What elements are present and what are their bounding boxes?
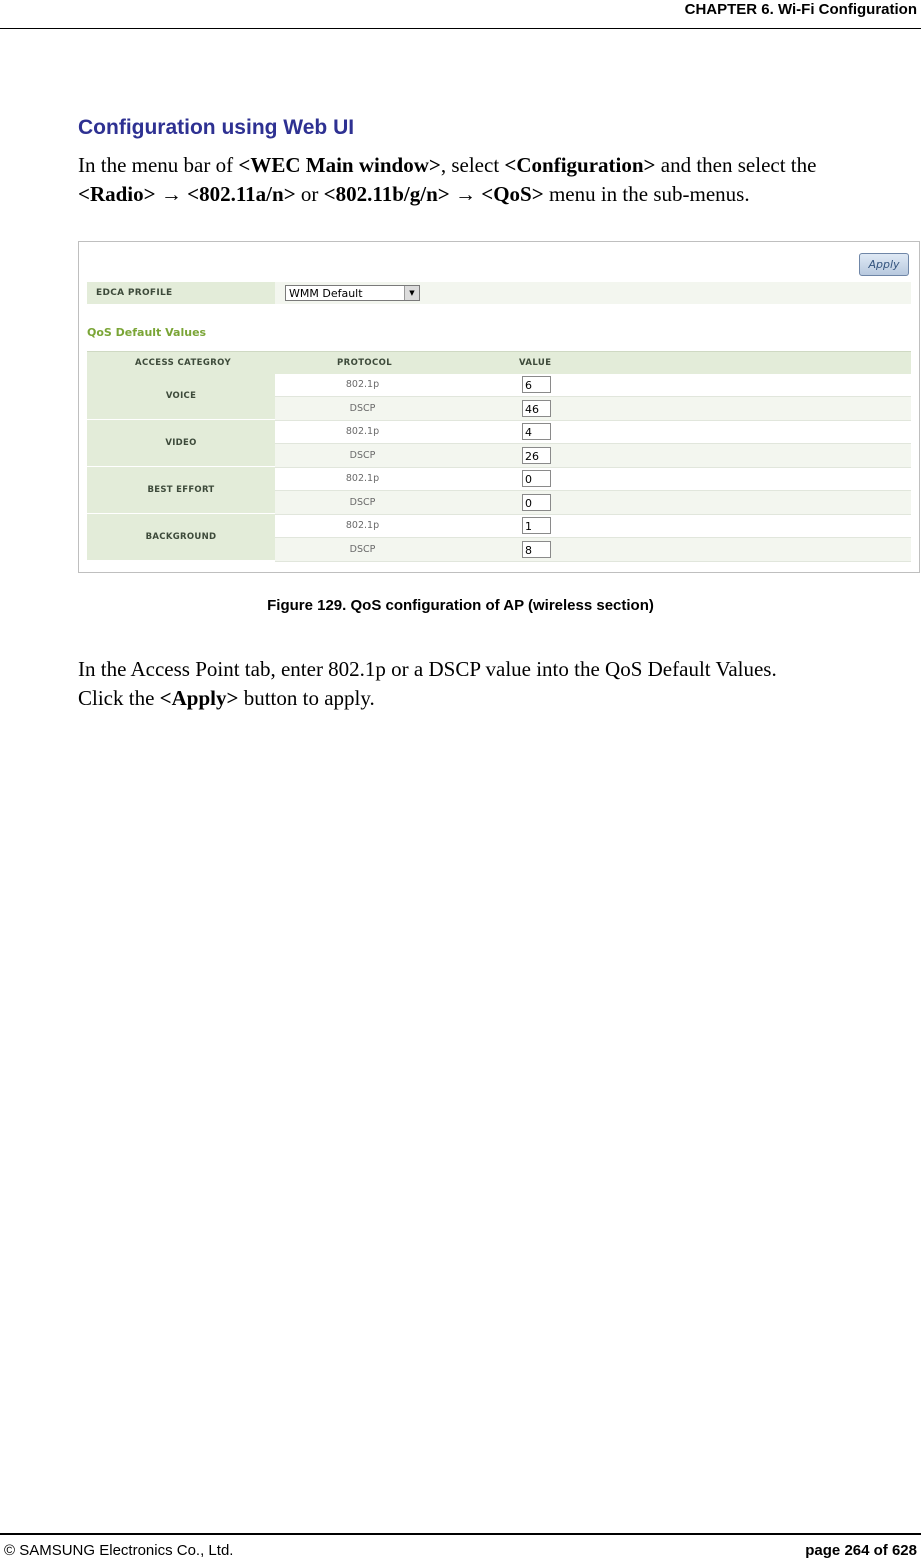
arrow-icon: → bbox=[449, 182, 482, 206]
qos-config-screenshot bbox=[78, 241, 920, 573]
background-8021p-input[interactable]: 1 bbox=[522, 517, 551, 534]
table-row bbox=[275, 373, 911, 397]
intro-paragraph bbox=[78, 151, 908, 209]
video-8021p-input[interactable]: 4 bbox=[522, 423, 551, 440]
instruction-text: button to apply. bbox=[238, 686, 375, 710]
background-dscp-input[interactable]: 8 bbox=[522, 541, 551, 558]
voice-dscp-input[interactable]: 46 bbox=[522, 400, 551, 417]
protocol-label: 802.1p bbox=[345, 473, 380, 484]
best-effort-8021p-input[interactable]: 0 bbox=[522, 470, 551, 487]
wec-main-window-ref: <WEC Main window> bbox=[238, 153, 441, 177]
intro-text: menu in the sub-menus. bbox=[543, 182, 750, 206]
qos-default-values-title: QoS Default Values bbox=[87, 326, 207, 339]
chevron-down-icon[interactable]: ▼ bbox=[404, 286, 419, 300]
apply-ref: <Apply> bbox=[159, 686, 239, 710]
instruction-line: In the Access Point tab, enter 802.1p or a DSCP value into the QoS Default Values. bbox=[78, 657, 777, 681]
table-row bbox=[275, 420, 911, 444]
configuration-ref: <Configuration> bbox=[504, 153, 656, 177]
radio-ref: <Radio> bbox=[78, 182, 156, 206]
apply-button[interactable]: Apply bbox=[859, 253, 909, 276]
category-background: BACKGROUND bbox=[87, 514, 275, 561]
page-footer bbox=[0, 1533, 921, 1559]
table-row bbox=[275, 467, 911, 491]
edca-profile-value: WMM Default bbox=[289, 287, 363, 300]
instruction-text: Click the bbox=[78, 686, 160, 710]
category-voice: VOICE bbox=[87, 373, 275, 420]
protocol-label: 802.1p bbox=[345, 426, 380, 437]
copyright: © SAMSUNG Electronics Co., Ltd. bbox=[4, 1542, 234, 1559]
chapter-title: CHAPTER 6. Wi-Fi Configuration bbox=[684, 1, 917, 18]
intro-text: and then select the bbox=[655, 153, 817, 177]
instruction-line bbox=[78, 684, 908, 713]
category-video: VIDEO bbox=[87, 420, 275, 467]
protocol-label: DSCP bbox=[349, 403, 376, 414]
80211bgn-ref: <802.11b/g/n> bbox=[323, 182, 450, 206]
header-value: VALUE bbox=[519, 358, 552, 368]
intro-text: In the menu bar of bbox=[78, 153, 239, 177]
protocol-label: 802.1p bbox=[345, 379, 380, 390]
best-effort-dscp-input[interactable]: 0 bbox=[522, 494, 551, 511]
intro-text: or bbox=[295, 182, 324, 206]
figure-caption: Figure 129. QoS configuration of AP (wireless section) bbox=[267, 597, 654, 614]
section-title: Configuration using Web UI bbox=[78, 116, 355, 139]
table-row bbox=[275, 444, 911, 468]
table-row bbox=[275, 397, 911, 421]
qos-ref: <QoS> bbox=[481, 182, 544, 206]
intro-text: , select bbox=[440, 153, 505, 177]
edca-profile-select[interactable] bbox=[285, 285, 420, 301]
header-access-category: ACCESS CATEGROY bbox=[135, 358, 232, 368]
80211an-ref: <802.11a/n> bbox=[187, 182, 296, 206]
category-best-effort: BEST EFFORT bbox=[87, 467, 275, 514]
voice-8021p-input[interactable]: 6 bbox=[522, 376, 551, 393]
video-dscp-input[interactable]: 26 bbox=[522, 447, 551, 464]
arrow-icon: → bbox=[155, 182, 188, 206]
page-header bbox=[0, 0, 921, 29]
page-number: page 264 of 628 bbox=[805, 1542, 917, 1559]
table-row bbox=[275, 538, 911, 562]
protocol-label: DSCP bbox=[349, 450, 376, 461]
instructions-paragraph bbox=[78, 655, 908, 713]
table-header bbox=[87, 351, 911, 374]
protocol-label: 802.1p bbox=[345, 520, 380, 531]
header-protocol: PROTOCOL bbox=[337, 358, 393, 368]
protocol-label: DSCP bbox=[349, 497, 376, 508]
protocol-label: DSCP bbox=[349, 544, 376, 555]
table-row bbox=[275, 491, 911, 515]
edca-profile-label: EDCA PROFILE bbox=[87, 282, 275, 304]
table-row bbox=[275, 514, 911, 538]
